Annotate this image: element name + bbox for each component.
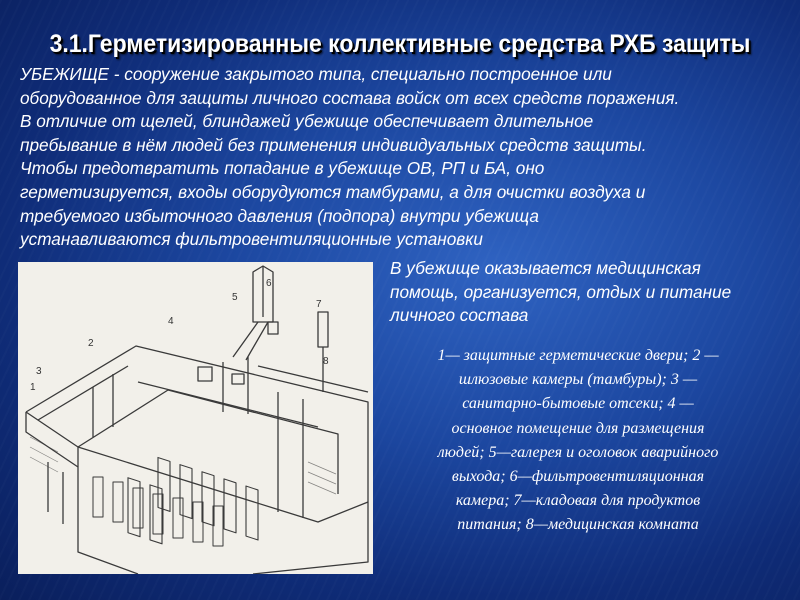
intro-line: Чтобы предотвратить попадание в убежище ОВ, РП и БА, оно [20,158,545,179]
slide-title: 3.1.Герметизированные коллективные средства РХБ защиты [49,30,751,58]
figure-label: 6 [266,278,272,289]
figure-label: 8 [323,356,329,367]
intro-line: герметизируется, входы оборудуются тамбурами, а для очистки воздуха и [20,181,646,202]
intro-line: оборудованное для защиты личного состава войск от всех средств поражения. [20,87,680,108]
figure-legend [389,344,767,538]
note-line: помощь, организуется, отдых и питание [390,281,732,302]
medical-note [390,257,790,328]
intro-line: требуемого избыточного давления (подпора) внутри убежища [20,205,539,226]
legend-line: камера; 7—кладовая для продуктов [455,492,701,510]
intro-line: УБЕЖИЩЕ - сооружение закрытого типа, специально построенное или [20,64,612,84]
intro-line: устанавливаются фильтровентиляционные установки [20,229,483,250]
intro-text [20,63,792,252]
legend-line: шлюзовые камеры (тамбуры); 3 — [458,371,698,389]
shelter-plan-figure [18,262,373,574]
figure-labels [18,262,373,574]
note-line: личного состава [390,305,529,325]
intro-line: пребывание в нём людей без применения индивидуальных средств защиты. [20,134,647,155]
intro-line: В отличие от щелей, блиндажей убежище обеспечивает длительное [20,111,594,132]
legend-line: основное помещение для размещения [451,419,705,437]
legend-line: людей; 5—галерея и оголовок аварийного [437,443,719,461]
figure-label: 2 [88,338,94,349]
legend-line: питания; 8—медицинская комната [457,516,699,534]
figure-label: 1 [30,382,36,393]
legend-line: 1— защитные герметические двери; 2 — [437,347,719,364]
legend-line: санитарно-бытовые отсеки; 4 — [462,395,694,413]
figure-label: 3 [36,366,42,377]
legend-line: выхода; 6—фильтровентиляционная [451,468,705,486]
note-line: В убежище оказывается медицинская [390,258,701,278]
figure-label: 5 [232,292,238,303]
figure-label: 4 [168,316,174,327]
figure-label: 7 [316,299,322,310]
